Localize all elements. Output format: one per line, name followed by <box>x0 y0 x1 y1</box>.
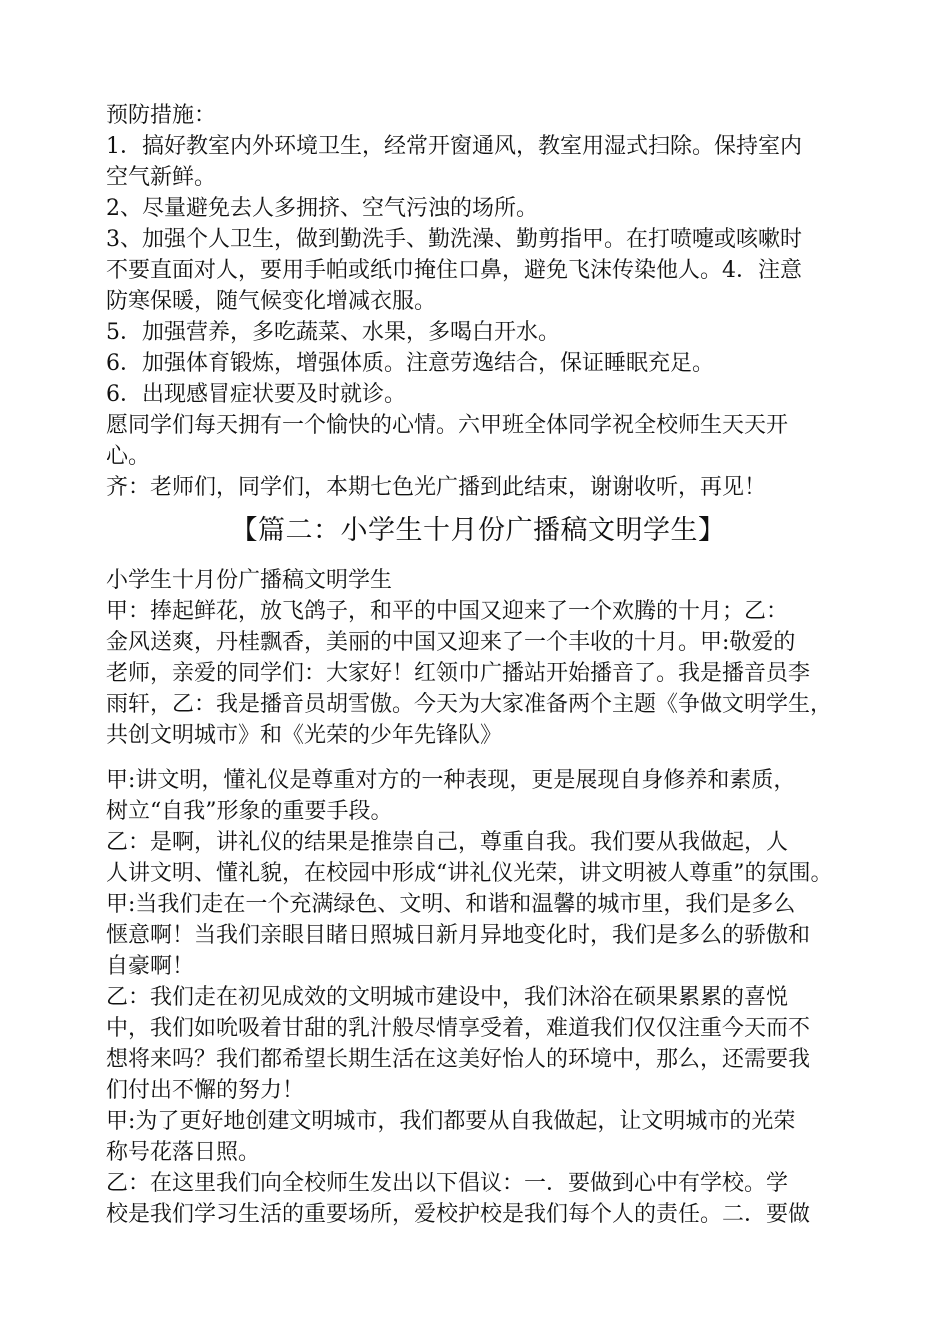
text-line: 甲:为了更好地创建文明城市，我们都要从自我做起，让文明城市的光荣 <box>106 1109 796 1134</box>
text-line: 甲:讲文明，懂礼仪是尊重对方的一种表现，更是展现自身修养和素质， <box>106 768 796 793</box>
text-line: 甲：捧起鲜花，放飞鸽子，和平的中国又迎来了一个欢腾的十月；乙： <box>106 599 789 624</box>
text-line: 6．出现感冒症状要及时就诊。 <box>106 382 406 407</box>
text-line: 人讲文明、懂礼貌，在校园中形成“讲礼仪光荣，讲文明被人尊重”的氛围。 <box>106 861 833 886</box>
text-line: 雨轩，乙：我是播音员胡雪傲。今天为大家准备两个主题《争做文明学生， <box>106 692 833 717</box>
document-page <box>106 100 850 1230</box>
section-heading: 【篇二：小学生十月份广播稿文明学生】 <box>230 515 726 546</box>
text-line: 中，我们如吮吸着甘甜的乳汁般尽情享受着，难道我们仅仅注重今天而不 <box>106 1016 811 1041</box>
text-line: 们付出不懈的努力！ <box>106 1078 305 1103</box>
paragraph-gap <box>106 751 850 765</box>
text-line: 甲:当我们走在一个充满绿色、文明、和谐和温馨的城市里，我们是多么 <box>106 892 796 917</box>
text-line: 愿同学们每天拥有一个愉快的心情。六甲班全体同学祝全校师生天天开 <box>106 413 789 438</box>
text-line: 2、尽量避免去人多拥挤、空气污浊的场所。 <box>106 196 538 221</box>
text-line: 心。 <box>106 444 151 469</box>
text-line: 小学生十月份广播稿文明学生 <box>106 568 393 593</box>
text-line: 防寒保暖，随气候变化增减衣服。 <box>106 289 437 314</box>
text-line: 共创文明城市》和《光荣的少年先锋队》 <box>106 723 503 748</box>
part1-text <box>106 100 850 503</box>
text-line: 空气新鲜。 <box>106 165 217 190</box>
text-line: 惬意啊！当我们亲眼目睹日照城日新月异地变化时，我们是多么的骄傲和 <box>106 923 811 948</box>
text-line: 想将来吗？我们都希望长期生活在这美好怡人的环境中，那么，还需要我 <box>106 1047 811 1072</box>
text-line: 乙：我们走在初见成效的文明城市建设中，我们沐浴在硕果累累的喜悦 <box>106 985 789 1010</box>
text-line: 称号花落日照。 <box>106 1140 261 1165</box>
text-line: 不要直面对人，要用手帕或纸巾掩住口鼻，避免飞沫传染他人。4．注意 <box>106 258 802 283</box>
text-line: 自豪啊！ <box>106 954 195 979</box>
text-line: 金风送爽，丹桂飘香，美丽的中国又迎来了一个丰收的十月。甲:敬爱的 <box>106 630 796 655</box>
text-line: 6．加强体育锻炼，增强体质。注意劳逸结合，保证睡眠充足。 <box>106 351 714 376</box>
text-line: 1．搞好教室内外环境卫生，经常开窗通风，教室用湿式扫除。保持室内 <box>106 134 802 159</box>
text-line: 树立“自我”形象的重要手段。 <box>106 799 393 824</box>
text-line: 3、加强个人卫生，做到勤洗手、勤洗澡、勤剪指甲。在打喷嚏或咳嗽时 <box>106 227 802 252</box>
text-line: 齐：老师们，同学们，本期七色光广播到此结束，谢谢收听，再见！ <box>106 475 767 500</box>
part2-text-b <box>106 765 850 1230</box>
part2-text-a <box>106 565 850 751</box>
text-line: 校是我们学习生活的重要场所，爱校护校是我们每个人的责任。二．要做 <box>106 1202 811 1227</box>
text-line: 5．加强营养，多吃蔬菜、水果，多喝白开水。 <box>106 320 560 345</box>
text-line: 老师，亲爱的同学们：大家好！红领巾广播站开始播音了。我是播音员李 <box>106 661 811 686</box>
text-line: 预防措施： <box>106 103 217 128</box>
text-line: 乙：在这里我们向全校师生发出以下倡议：一．要做到心中有学校。学 <box>106 1171 789 1196</box>
text-line: 乙：是啊，讲礼仪的结果是推崇自己，尊重自我。我们要从我做起，人 <box>106 830 789 855</box>
